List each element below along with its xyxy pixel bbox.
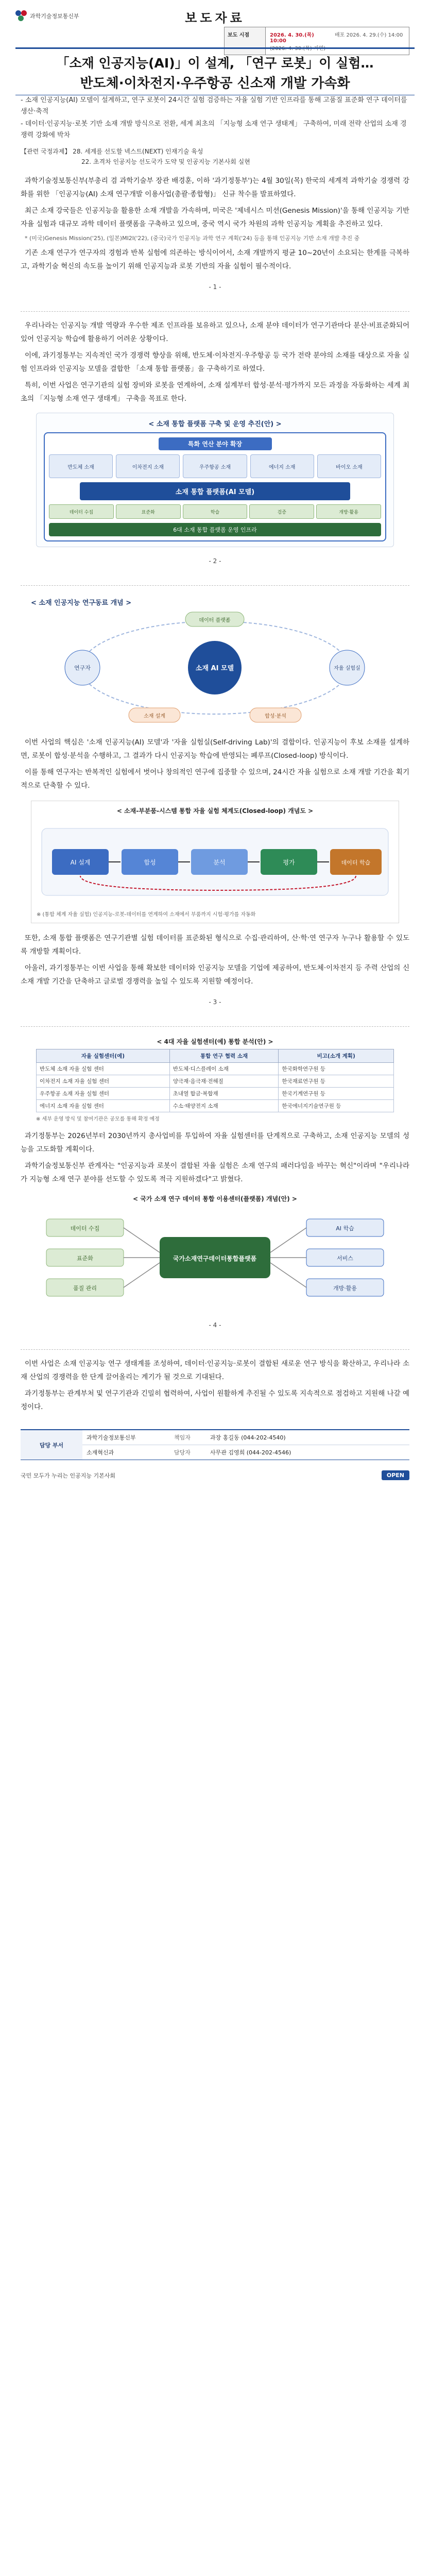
loop-step-label: 분석: [213, 859, 226, 866]
table-cell: 우주항공 소재 자율 실험 센터: [37, 1088, 170, 1100]
node-design: [129, 708, 180, 722]
right-node: [306, 1249, 384, 1266]
table-row: [37, 1075, 394, 1088]
contact-label: 담당 부서: [21, 1430, 82, 1460]
left-node: [46, 1279, 124, 1296]
table-cell: 반도체·디스플레이 소재: [169, 1063, 279, 1075]
loop-step: [122, 849, 178, 875]
paragraph: 과기정통부는 2026년부터 2030년까지 총사업비를 투입하여 자율 실험센터를 단계적으로 구축하고, 소재 인공지능 모델의 성능을 고도화할 계획이다.: [21, 1132, 409, 1154]
center-table: [36, 1049, 394, 1112]
platform-cell: 에너지 소재: [250, 454, 314, 478]
page-number: - 4 -: [209, 1321, 221, 1329]
node-label: 자율 실험실: [334, 666, 360, 671]
paragraph: 특히, 이번 사업은 연구기관의 실험 장비와 로봇을 연계하여, 소재 설계부터 합성·분석·평가까지 모든 과정을 자동화하는 세계 최초의 「지능형 소재 연구 생태계」 구축을 목표로 한다.: [21, 381, 409, 403]
node-label: 데이터 플랫폼: [199, 618, 231, 623]
table-cell: 한국기계연구원 등: [279, 1088, 394, 1100]
table-title: < 4대 자율 실험센터(예) 통합 분석(안) >: [157, 1038, 273, 1045]
table-cell: 양극재·음극재·전해질: [169, 1075, 279, 1088]
node-label: 소재 설계: [144, 714, 165, 719]
loop-step: [261, 849, 317, 875]
contact-rows: [82, 1430, 409, 1460]
platform-base: 6대 소재 통합 플랫폼 운영 인프라: [49, 523, 381, 536]
node-label: AI 학습: [336, 1225, 354, 1232]
ai-colleague-svg: [31, 611, 399, 724]
node-synthesis: [250, 708, 301, 722]
loop-step-label: 데이터 학습: [341, 859, 371, 866]
table-cell: 반도체 소재 자율 실험 센터: [37, 1063, 170, 1075]
embargo-time: 2026. 4. 30.(목) 10:00: [270, 32, 314, 44]
figure-title: < 국가 소재 연구 데이터 통합 이용센터(플랫폼) 개념(안) >: [133, 1195, 297, 1202]
node-label: 연구자: [74, 665, 91, 671]
contact-dept: 과학기술정보통신부: [87, 1434, 136, 1441]
left-node: [46, 1219, 124, 1236]
platform-steps: [49, 504, 381, 519]
body-section-5: [21, 1129, 409, 1186]
contact-role: 책임자: [174, 1434, 191, 1441]
closed-loop-figure: [31, 801, 399, 923]
ai-colleague-figure: [31, 597, 399, 724]
node-label: 데이터 수집: [70, 1225, 100, 1232]
loop-step-label: 합성: [144, 859, 156, 866]
paragraph: 과학기술정보통신부 관계자는 "인공지능과 로봇이 결합된 자율 실험은 소재 연구의 패러다임을 바꾸는 혁신"이라며 "우리나라가 지능형 소재 연구 분야를 선도할 수 있도록 적극 지원하겠다"고 밝혔다.: [21, 1162, 409, 1183]
body-section-1: [21, 174, 409, 273]
platform-top: 특화 연산 분야 확장: [159, 437, 272, 450]
loop-step: [191, 849, 248, 875]
data-platform-figure: [31, 1194, 399, 1311]
platform-core: 소재 통합 플랫폼(AI 모델): [80, 482, 350, 500]
contact-name: 사무관 김영희 (044-202-4546): [210, 1449, 291, 1456]
distribution-time: 배포 2026. 4. 29.(수) 14:00: [335, 32, 403, 38]
paragraph: 이를 통해 연구자는 반복적인 실험에서 벗어나 창의적인 연구에 집중할 수 있으며, 24시간 자율 실험으로 소재 개발 기간을 획기적으로 단축할 수 있다.: [21, 768, 409, 790]
paragraph: 과기정통부는 관계부처 및 연구기관과 긴밀히 협력하여, 사업이 원활하게 추진될 수 있도록 지속적으로 점검하고 지원해 나갈 예정이다.: [21, 1389, 409, 1411]
paragraph: 과학기술정보통신부(부총리 겸 과학기술부 장관 배경훈, 이하 '과기정통부')는 4월 30일(목) 한국의 세계적 과학기술 경쟁력 강화를 위한 「인공지능(AI) 소재 연구개발 이용사업(총괄·종합형)」 신규 착수를 발표하였다.: [21, 177, 409, 198]
right-node: [306, 1279, 384, 1296]
node-data: [185, 612, 244, 626]
related-tasks: [21, 146, 409, 167]
platform-cell: 바이오 소재: [317, 454, 381, 478]
table-cell: 한국화학연구원 등: [279, 1063, 394, 1075]
table-cell: 한국에너지기술연구원 등: [279, 1100, 394, 1112]
contact-dept: 소재혁신과: [87, 1449, 114, 1456]
node-label: 개방·활용: [333, 1285, 357, 1292]
related-task: 22. 초격차 인공지능 선도국가 도약 및 인공지능 기본사회 실현: [81, 158, 250, 165]
platform-step: 검증: [249, 504, 314, 519]
contact-row: [82, 1445, 409, 1460]
platform-step: 데이터 수집: [49, 504, 114, 519]
body-section-4: [21, 931, 409, 988]
body-section-6: [21, 1357, 409, 1414]
footer-slogan: 국민 모두가 누리는 인공지능 기본사회: [21, 1472, 116, 1479]
table-row: [37, 1088, 394, 1100]
loop-step: [52, 849, 109, 875]
left-node: [46, 1249, 124, 1266]
paragraph: 이에, 과기정통부는 지속적인 국가 경쟁력 향상을 위해, 반도체·이차전지·우주항공 등 국가 전략 분야의 소재를 대상으로 자율 실험 인프라와 인공지능 모델을 결합한 「소재 통합 플랫폼」을 구축하기로 하였다.: [21, 351, 409, 373]
contact-name: 과장 홍길동 (044-202-4540): [210, 1434, 286, 1441]
platform-cell: 이차전지 소재: [116, 454, 180, 478]
table-note: ※ 세부 운영 방식 및 참여기관은 공모를 통해 확정 예정: [36, 1116, 160, 1122]
platform-cells: [49, 454, 381, 478]
body-section-2: [21, 319, 409, 405]
figure-title: < 소재 인공지능 연구동료 개념 >: [31, 599, 132, 607]
platform-cell: 우주항공 소재: [183, 454, 247, 478]
platform-step: 표준화: [116, 504, 181, 519]
center-label: 소재 AI 모델: [195, 665, 234, 672]
page-number: - 2 -: [209, 557, 221, 565]
node-label: 합성·분석: [265, 714, 286, 719]
summary-item: - 소재 인공지능(AI) 모델이 설계하고, 연구 로봇이 24시간 실험 검증하는 자율 실험 기반 인프라를 통해 고품질 표준화 연구 데이터를 생산·축적: [21, 96, 407, 115]
paragraph: 최근 소재 강국들은 인공지능을 활용한 소재 개발을 가속하며, 미국은 '제네시스 미션(Genesis Mission)'을 통해 인공지능 기반 자율 실험과 대규모 과학 데이터 플랫폼을 구축하고 있으며, 중국 역시 국가 차원의 과학 인공지능 계획을 추진하고 있다.: [21, 207, 409, 228]
ai-colleague-diagram: [31, 611, 399, 724]
node-label: 표준화: [77, 1255, 93, 1262]
page-divider: [21, 585, 409, 586]
title-line-1: 「소재 인공지능(AI)」이 설계, 「연구 로봇」이 실험…: [56, 56, 374, 71]
title-line-2: 반도체·이차전지·우주항공 신소재 개발 가속화: [80, 76, 350, 91]
table-cell: 한국재료연구원 등: [279, 1075, 394, 1088]
table-row: [37, 1100, 394, 1112]
platform-step: 학습: [183, 504, 248, 519]
contact-row: [82, 1430, 409, 1445]
loop-step-label: AI 설계: [70, 859, 91, 866]
page-divider: [21, 1026, 409, 1027]
paragraph: 아울러, 과기정통부는 이번 사업을 통해 확보한 데이터와 인공지능 모델을 기업에 제공하여, 반도체·이차전지 등 주력 산업의 신소재 개발 기간을 단축하고 글로벌 경쟁력을 높일 수 있도록 지원할 예정이다.: [21, 964, 409, 986]
bottom-spacer: [0, 1480, 430, 1501]
node-lab: [330, 650, 365, 685]
page-divider: [21, 311, 409, 312]
platform-cell: 반도체 소재: [49, 454, 113, 478]
table-cell: 수소·태양전지 소재: [169, 1100, 279, 1112]
footnote: * (미국)Genesis Mission('25), (일본)MI2I('22), (중국)국가 인공지능 과학 연구 계획('24) 등을 통해 인공지능 기반 소재 개발 추진 중: [25, 235, 360, 242]
paragraph: 또한, 소재 통합 플랫폼은 연구기관별 실험 데이터를 표준화된 형식으로 수집·관리하여, 산·학·연 연구자 누구나 활용할 수 있도록 개방할 계획이다.: [21, 934, 409, 956]
closed-loop-svg: [37, 818, 393, 906]
page-divider: [21, 1349, 409, 1350]
footer: [21, 1470, 409, 1480]
figure-title: < 소재 통합 플랫폼 구축 및 운영 추진(안) >: [148, 420, 282, 428]
table-header-row: [37, 1049, 394, 1063]
node-label: 서비스: [337, 1255, 353, 1262]
open-badge: OPEN: [382, 1470, 409, 1480]
platform-diagram: [44, 432, 386, 541]
page-number: - 1 -: [209, 283, 221, 291]
table-cell: 이차전지 소재 자율 실험 센터: [37, 1075, 170, 1088]
loop-step-label: 평가: [283, 859, 295, 866]
body-section-3: [21, 736, 409, 792]
table-row: [37, 1063, 394, 1075]
summary-item: - 데이터·인공지능·로봇 기반 소재 개발 방식으로 전환, 세계 최초의 「지능형 소재 연구 생태계」 구축하여, 미래 전략 산업의 소재 경쟁력 강화에 박차: [21, 120, 407, 139]
embargo-sub: (2026. 4. 30.(목) 지면): [270, 46, 326, 52]
page-number: - 3 -: [209, 998, 221, 1006]
table-cell: 에너지 소재 자율 실험 센터: [37, 1100, 170, 1112]
data-platform-svg: [31, 1206, 399, 1309]
table-cell: 초내열 합금·복합재: [169, 1088, 279, 1100]
node-label: 품질 관리: [73, 1285, 97, 1292]
contact-role: 담당자: [174, 1449, 191, 1456]
paragraph: 우리나라는 인공지능 개발 역량과 우수한 제조 인프라를 보유하고 있으나, 소재 분야 데이터가 연구기관마다 분산·비표준화되어 있어 인공지능 학습에 활용하기 어려운 상황이다.: [21, 321, 409, 343]
table-header: 자율 실험센터(예): [37, 1049, 170, 1063]
paragraph: 기존 소재 연구가 연구자의 경험과 반복 실험에 의존하는 방식이어서, 소재 개발까지 평균 10~20년이 소요되는 한계를 극복하고, 과학기술 혁신의 속도를 높이기 위해 인공지능과 로봇 기반의 자율 실험이 필수적이다.: [21, 249, 409, 270]
platform-step: 개방·활용: [316, 504, 381, 519]
paragraph: 이번 사업은 소재 인공지능 연구 생태계를 조성하여, 데이터·인공지능·로봇이 결합된 새로운 연구 방식을 확산하고, 우리나라 소재 산업의 경쟁력을 한 단계 끌어올리는 계기가 될 것으로 기대된다.: [21, 1360, 409, 1381]
embargo-label: 보도 시점: [225, 27, 266, 55]
doc-type: 보도자료: [185, 11, 245, 25]
header: [0, 0, 430, 91]
figure-title: < 소재-부분품-시스템 통합 자율 실험 체계도(Closed-loop) 개념도 >: [116, 807, 314, 815]
figure-note: ※ (통합 체계 자율 실험) 인공지능-로봇-데이터를 연계하여 소재에서 부품까지 시험·평가를 자동화: [37, 912, 256, 918]
related-task: 【관련 국정과제】 28. 세계를 선도할 넥스트(NEXT) 인재기술 육성: [21, 148, 203, 155]
platform-figure: [36, 413, 394, 547]
paragraph: 이번 사업의 핵심은 '소재 인공지능(AI) 모델'과 '자율 실험실(Self-driving Lab)'의 결합이다. 인공지능이 후보 소재를 설계하면, 로봇이 합성·분석을 수행하고, 그 결과가 다시 인공지능 학습에 반영되는 폐루프(Closed-loop) 방식이다.: [21, 738, 409, 760]
title-block: [15, 47, 415, 95]
ministry-name: 과학기술정보통신부: [30, 13, 79, 20]
right-node: [306, 1219, 384, 1236]
footer-left: [21, 1471, 115, 1480]
summary: [21, 95, 409, 141]
table-header: 비고(소개 계획): [279, 1049, 394, 1063]
hub-label: 국가소재연구데이터통합플랫폼: [173, 1255, 257, 1262]
table-header: 통합 연구 협력 소재: [169, 1049, 279, 1063]
node-researcher: [65, 650, 100, 685]
loop-step: [330, 849, 382, 875]
contact-table: [21, 1429, 409, 1460]
